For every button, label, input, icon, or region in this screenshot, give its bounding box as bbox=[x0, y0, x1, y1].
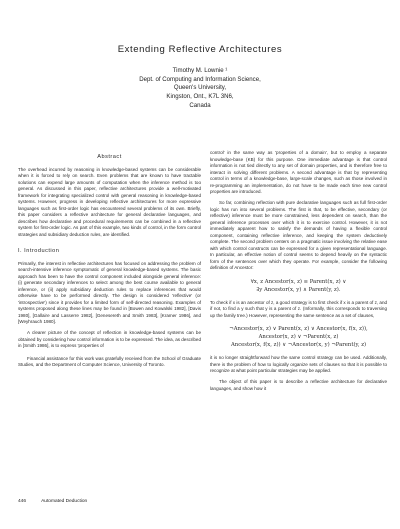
author-department: Dept. of Computing and Information Science, bbox=[139, 75, 261, 83]
formula-line: ¬Ancestor(x, z) ∨ Parent(x, z) ∨ Ancestor(x, f(x, z)), bbox=[229, 326, 368, 332]
right-paragraph-3: To check if x is an ancestor of z, a good strategy is to first check if x is a parent of z, and if not, to find a y such that y is a parent of z. (Informally, this corresponds to traversing up the family tree.) However, representing the same sentence as a set of clauses, bbox=[210, 299, 387, 318]
left-column bbox=[18, 150, 201, 373]
formula-clauses bbox=[210, 325, 387, 349]
page-footer bbox=[18, 499, 101, 504]
introduction-heading: I. Introduction bbox=[18, 248, 60, 254]
formula-line: Ancestor(x, f(x, z)) ∨ ¬Ancestor(x, y) ¬Parent(y, z) bbox=[230, 342, 367, 348]
introduction-paragraph-1: Primarily, the interest in reflective architectures has focused on addressing the problem of search-intensive inference symptomatic of general knowledge-based systems. The basic approach has been to have the control component included alongside general inference: (i) generate secondary inferences to select among the best course available to general inference, or (ii) apply subsidiary deduction rules to replace inferences that would otherwise have to be performed directly. The design is considered 'reflective' (or 'introspective') since it provides for a limited form of self-directed reasoning. Examples of systems proposed along these lines may be found in [Bowen and Kowalski 1982], [Davis 1980], [Gallaire and Lasserre 1982], [Genesereth and Smith 1983], [Kramer 1986], and [Weyhrauch 1980]. bbox=[18, 260, 201, 324]
paper-title: Extending Reflective Architectures bbox=[117, 44, 283, 55]
formula-line: ∃y Ancestor(x, y) ∧ Parent(y, z). bbox=[256, 286, 341, 293]
author-country: Canada bbox=[189, 101, 211, 109]
formula-line: Ancestor(x, z) ∨ ¬Parent(x, z) bbox=[258, 334, 339, 340]
author-university: Queen's University, bbox=[173, 84, 227, 92]
section-name: Automated Deduction bbox=[41, 499, 88, 504]
introduction-paragraph-2: A clearer picture of the concept of reflection in knowledge-based systems can be obtained by considering how control information is to be expressed. The idea, as described in [Smith 1986], is to express 'properties of bbox=[18, 330, 201, 348]
formula-ancestor-definition bbox=[210, 278, 387, 294]
abstract-heading: Abstract bbox=[97, 154, 122, 160]
abstract-text: The overhead incurred by reasoning in knowledge-based systems can be considerable when it is forced to rely on search. Even problems that are known to have tractable solutions can expend large amounts of computation when the inference method is too general. As discussed in this paper, reflective architectures provide a well-motivated framework for integrating specialized control with general reasoning in knowledge-based systems. However, progress in developing reflective architectures for more expressive languages such as first-order logic has encountered several problems of its own. Briefly, this paper considers a reflective architecture for general declarative languages, and describes how declarative and procedural requirements can be combined in a reflective system for first-order logic. As part of this example, two kinds of control, in the form control strategies and subsidiary deduction rules, are identified. bbox=[18, 166, 201, 237]
page-number: 446 bbox=[18, 499, 27, 504]
right-paragraph-5: The object of this paper is to describe a reflective architecture for declarative languages, and show how it bbox=[210, 379, 387, 391]
right-paragraph-1: control' in the same way as 'properties of a domain', but to employ a separate knowledge-base (KB) for this purpose. One immediate advantage is that control information is not tied directly to any set of domain properties, and is therefore free to interact in solving different problems. A second advantage is that by representing control in terms of a knowledge-base, large-scale changes, such as those involved in re-programming an implementation, do not have to be made each time new control properties are introduced. bbox=[210, 150, 387, 194]
right-column bbox=[210, 150, 387, 397]
footnote: Financial assistance for this work was gratefully received from the School of Graduate Studies, and the Department of Computer Science, University of Toronto. bbox=[18, 355, 201, 367]
formula-line: ∀x, z Ancestor(x, z) ≡ Parent(x, z) ∨ bbox=[250, 278, 347, 285]
author-city: Kingston, Ont., K7L 3N6, bbox=[166, 93, 234, 101]
right-paragraph-4: it is no longer straightforward how the same control strategy can be used. Additionally, there is the problem of how to logically organize sets of clauses so that it is possible to recognize at what point particular strategies may be applied. bbox=[210, 355, 387, 373]
author-name: Timothy M. Lownie ¹ bbox=[172, 67, 228, 74]
right-paragraph-2: So far, combining reflection with pure declarative languages such as full first-order logic has run into several problems. The first is that, to be effective, secondary (or reflective) inference must be more constrained, less dependent on search, than the general inference processes over which it is to exercise control. However, it is not immediately apparent how to satisfy the demands of having a flexible control component, containing reflective inference, and keeping the system deductively complete. The second problem centers on a pragmatic issue involving the relative ease with which control constructs can be expressed for a given representational language. In particular, an effective notion of control seems to depend heavily on the syntactic form of the sentences over which they operate. For example, consider the following definition of Ancestor: bbox=[210, 200, 387, 270]
author-block bbox=[0, 67, 400, 111]
